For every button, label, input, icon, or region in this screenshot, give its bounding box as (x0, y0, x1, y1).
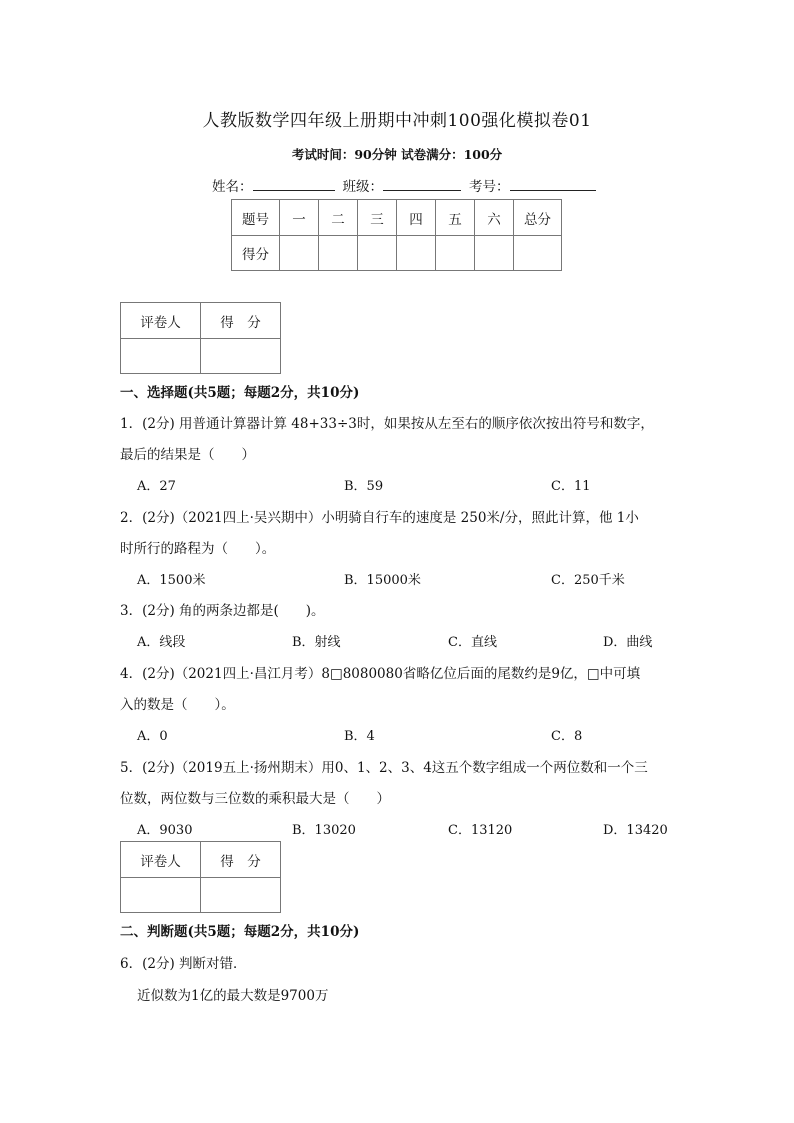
header-cell-question-no: 题号 (232, 200, 280, 236)
name-blank[interactable] (253, 176, 335, 191)
grader-score-label: 得 分 (201, 842, 281, 878)
q1-option-c[interactable]: C．11 (551, 479, 591, 494)
header-cell-total: 总分 (514, 200, 562, 236)
score-table-score-row (232, 236, 562, 271)
q4-option-c[interactable]: C．8 (551, 729, 583, 744)
header-cell-6: 六 (475, 200, 514, 236)
header-cell-5: 五 (436, 200, 475, 236)
q5-option-c[interactable]: C．13120 (448, 823, 513, 838)
grader-table-2 (120, 841, 281, 913)
question-4-line1: 4．(2分)（2021四上·昌江月考）8□8080080省略亿位后面的尾数约是9亿，□中可填 (120, 666, 641, 682)
score-table (231, 199, 562, 271)
question-6-line1: 6．(2分) 判断对错． (120, 956, 247, 972)
section2-heading: 二、判断题(共5题；每题2分，共10分) (120, 924, 360, 940)
grader-reviewer-label: 评卷人 (121, 842, 201, 878)
score-cell[interactable] (436, 236, 475, 271)
header-cell-3: 三 (358, 200, 397, 236)
name-label: 姓名： (212, 179, 253, 195)
q3-option-a[interactable]: A．线段 (137, 635, 186, 650)
header-cell-2: 二 (319, 200, 358, 236)
question-1-line2: 最后的结果是（ ） (120, 447, 255, 463)
header-cell-4: 四 (397, 200, 436, 236)
q2-option-b[interactable]: B．15000米 (344, 573, 421, 588)
question-6-statement: 近似数为1亿的最大数是9700万 (137, 988, 329, 1004)
score-cell[interactable] (514, 236, 562, 271)
question-1-line1: 1．(2分) 用普通计算器计算 48+33÷3时，如果按从左至右的顺序依次按出符号和数字， (120, 416, 654, 432)
grader-score-cell[interactable] (201, 878, 281, 913)
header-cell-1: 一 (280, 200, 319, 236)
class-blank[interactable] (383, 176, 461, 191)
q5-option-a[interactable]: A．9030 (137, 823, 193, 838)
exam-subtitle: 考试时间：90分钟 试卷满分：100分 (291, 147, 503, 162)
grader-score-label: 得 分 (201, 303, 281, 339)
grader-reviewer-cell[interactable] (121, 339, 201, 374)
grader-table (120, 302, 281, 374)
q3-option-c[interactable]: C．直线 (448, 635, 497, 650)
q1-option-a[interactable]: A．27 (137, 479, 176, 494)
score-cell[interactable] (358, 236, 397, 271)
class-label: 班级： (342, 179, 383, 195)
q2-option-a[interactable]: A．1500米 (137, 573, 206, 588)
grader-score-cell[interactable] (201, 339, 281, 374)
grader-reviewer-cell[interactable] (121, 878, 201, 913)
score-cell[interactable] (475, 236, 514, 271)
section1-heading: 一、选择题(共5题；每题2分，共10分) (120, 385, 360, 401)
question-5-line1: 5．(2分)（2019五上·扬州期末）用0、1、2、3、4这五个数字组成一个两位数和一个三 (120, 760, 648, 776)
score-cell[interactable] (280, 236, 319, 271)
question-4-line2: 入的数是（ ）。 (120, 697, 235, 713)
q4-option-b[interactable]: B．4 (344, 729, 375, 744)
student-info-row (212, 175, 596, 195)
number-blank[interactable] (510, 176, 596, 191)
q5-option-d[interactable]: D．13420 (603, 823, 668, 838)
score-cell[interactable] (319, 236, 358, 271)
q3-option-d[interactable]: D．曲线 (603, 635, 653, 650)
q2-option-c[interactable]: C．250千米 (551, 573, 625, 588)
exam-title: 人教版数学四年级上册期中冲刺100强化模拟卷01 (202, 111, 592, 131)
score-row-label: 得分 (232, 236, 280, 271)
q4-option-a[interactable]: A．0 (137, 729, 168, 744)
score-table-header-row (232, 200, 562, 236)
question-2-line1: 2．(2分)（2021四上·吴兴期中）小明骑自行车的速度是 250米/分，照此计算，他 1小 (120, 510, 639, 526)
q1-option-b[interactable]: B．59 (344, 479, 384, 494)
q3-option-b[interactable]: B．射线 (292, 635, 341, 650)
score-cell[interactable] (397, 236, 436, 271)
question-3-line1: 3．(2分) 角的两条边都是( )。 (120, 603, 325, 619)
number-label: 考号： (469, 179, 510, 195)
question-5-line2: 位数，两位数与三位数的乘积最大是（ ） (120, 791, 390, 807)
grader-reviewer-label: 评卷人 (121, 303, 201, 339)
question-2-line2: 时所行的路程为（ ）。 (120, 541, 276, 557)
q5-option-b[interactable]: B．13020 (292, 823, 356, 838)
